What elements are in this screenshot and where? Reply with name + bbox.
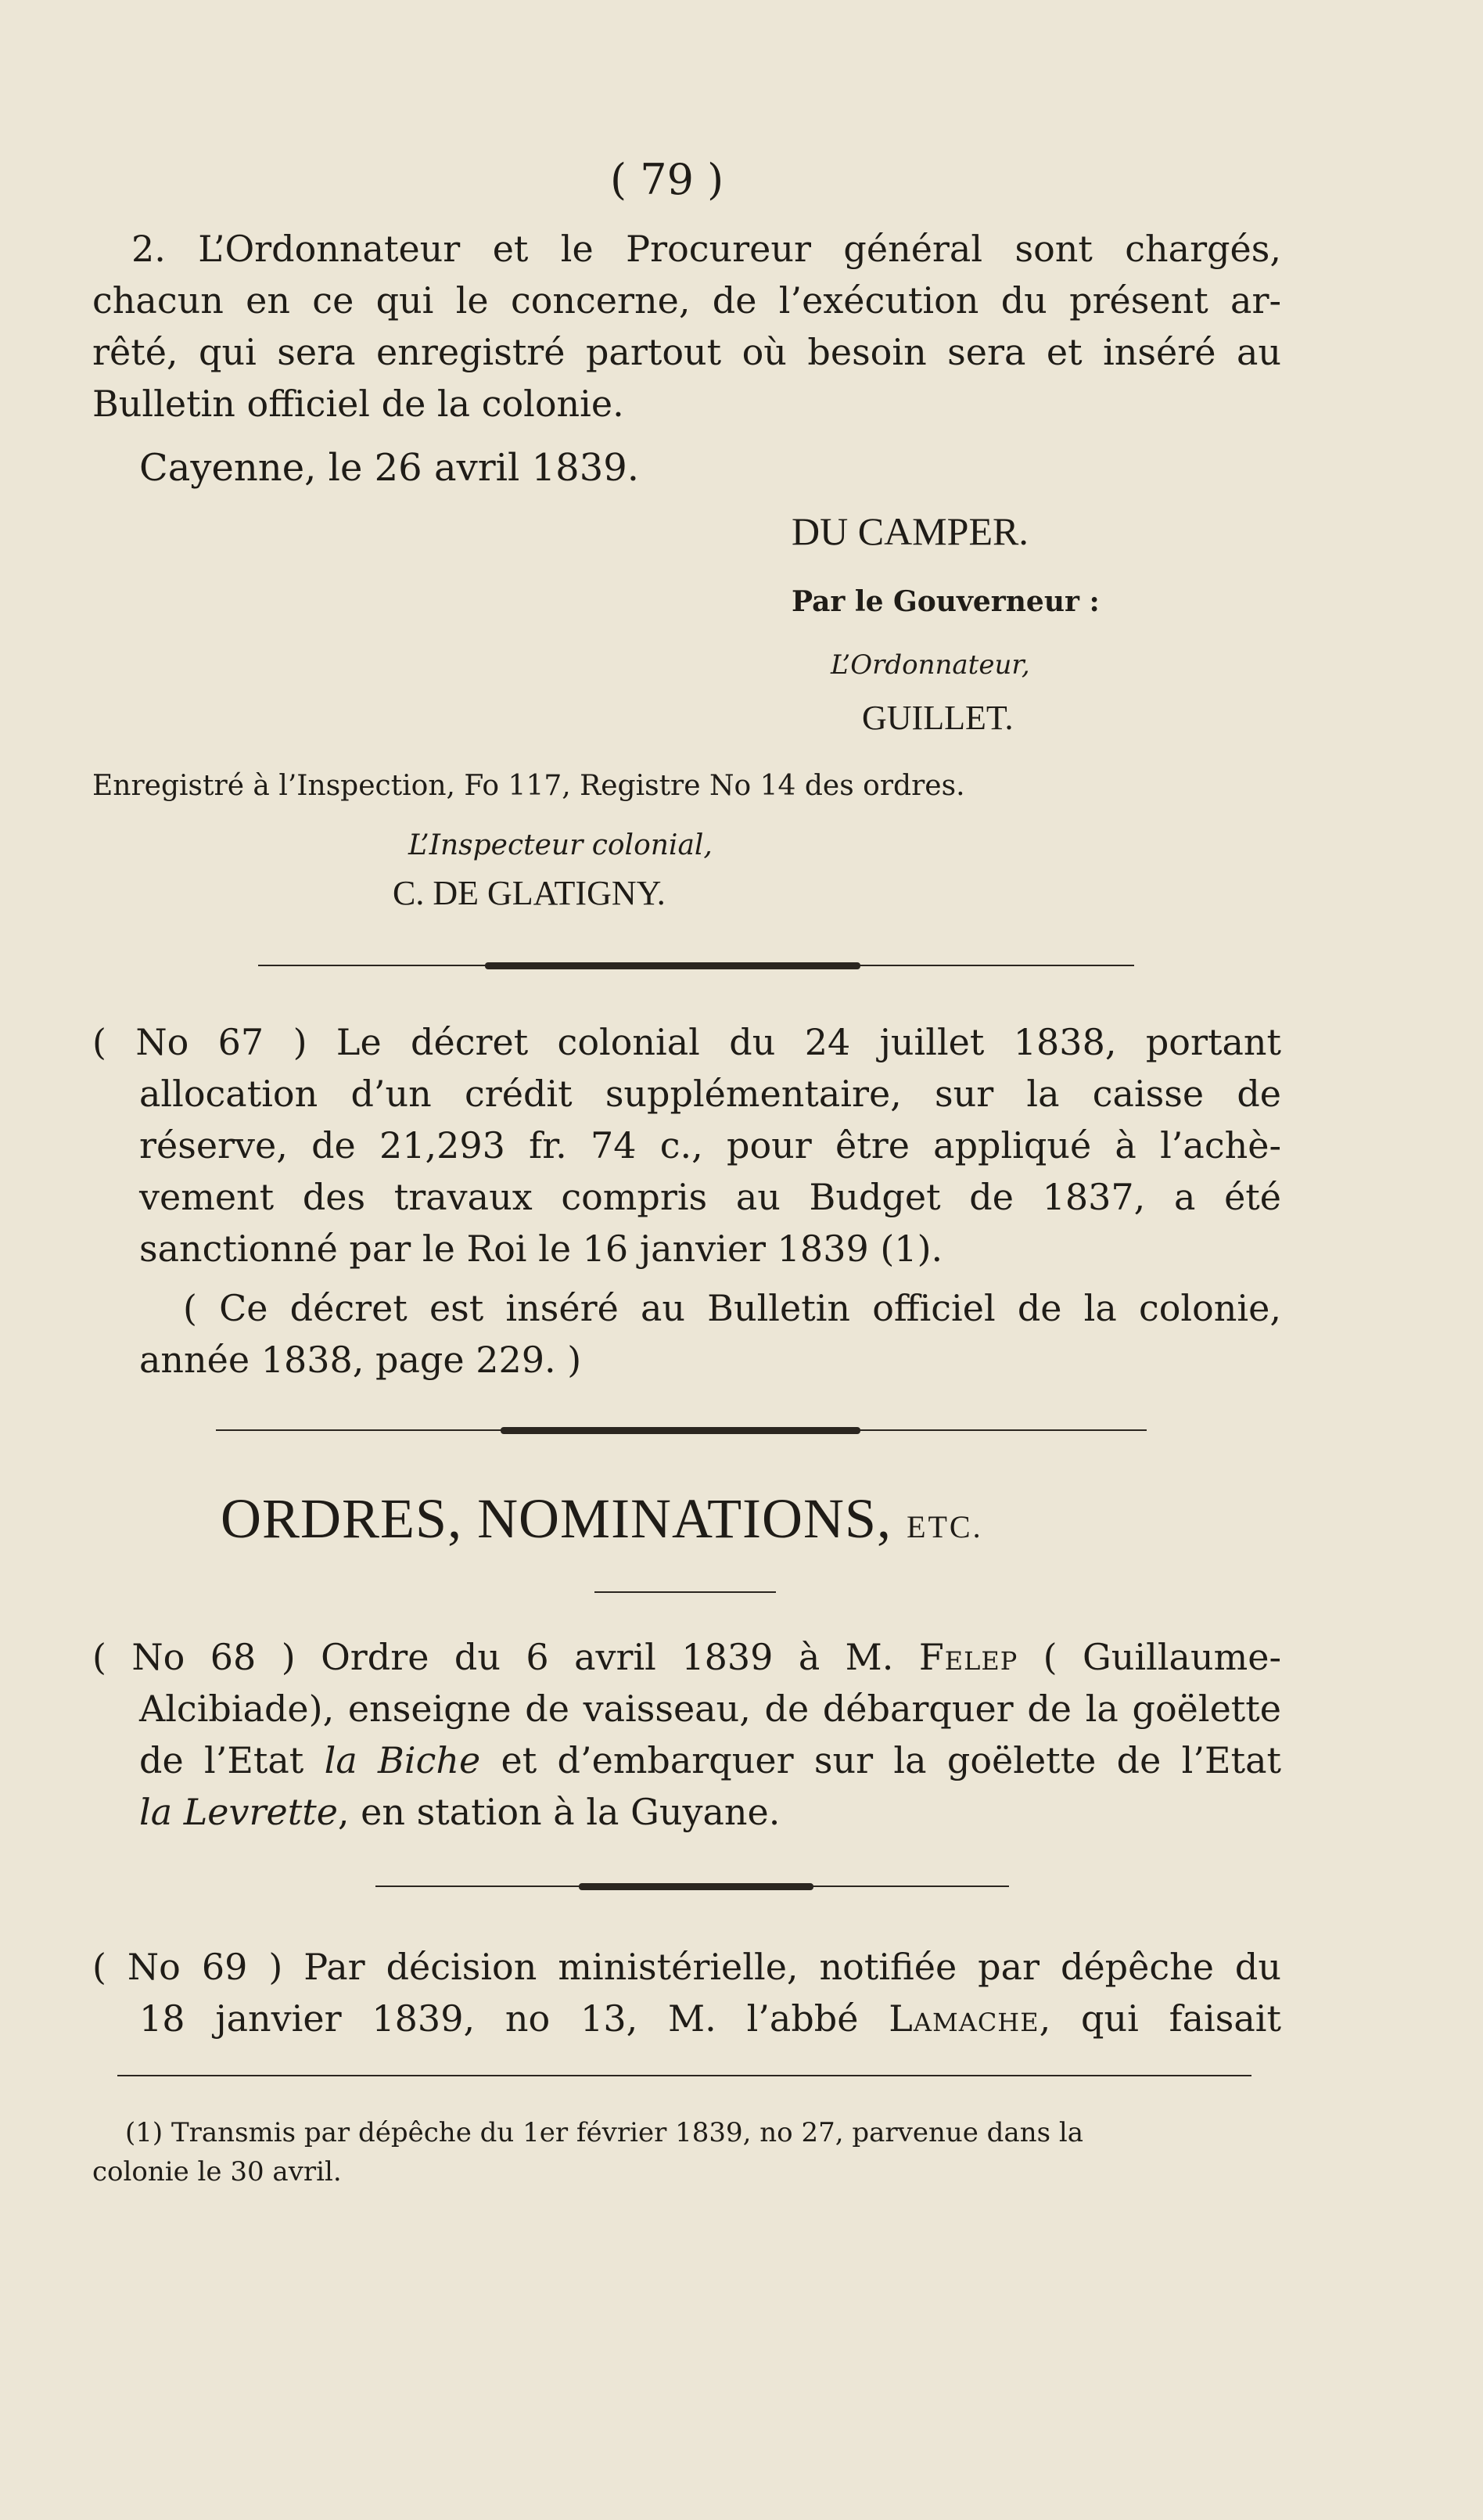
n69-line-2 <box>139 1993 1281 2044</box>
section-heading <box>221 1486 983 1551</box>
n68-line-2: Alcibiade), enseigne de vaisseau, de débarquer de la goëlette <box>139 1688 1281 1730</box>
enregistrement-line: Enregistré à l’Inspection, Fo 117, Registre No 14 des ordres. <box>92 770 965 802</box>
art2-line-2: chacun en ce qui le concerne, de l’exécution du présent ar- <box>92 279 1281 322</box>
signature-ordonnateur-title: L’Ordonnateur, <box>831 649 1030 681</box>
signature-par-le-gouverneur: Par le Gouverneur : <box>792 585 1100 618</box>
n67-line-5: sanctionné par le Roi le 16 janvier 1839 (1). <box>139 1228 943 1270</box>
footnote-line-1: (1) Transmis par dépêche du 1er février 1839, no 27, parvenue dans la <box>125 2117 1083 2148</box>
signature-inspecteur-name: C. DE GLATIGNY. <box>393 874 666 912</box>
n69-line-1: ( No 69 ) Par décision ministérielle, notifiée par dépêche du <box>92 1946 1281 1988</box>
n67-note-line-2: année 1838, page 229. ) <box>139 1339 582 1381</box>
section-heading-etc: ETC. <box>907 1509 983 1544</box>
n69-line-2-text: 18 janvier 1839, no 13, M. l’abbé <box>139 1997 889 2040</box>
n69-line-2-tail: , qui faisait <box>1039 1997 1282 2040</box>
n67-line-1: ( No 67 ) Le décret colonial du 24 juillet 1838, portant <box>92 1021 1281 1063</box>
n67-note-line-1: ( Ce décret est inséré au Bulletin officiel de la colonie, <box>183 1287 1281 1329</box>
heading-underline <box>594 1591 776 1593</box>
signature-governor: DU CAMPER. <box>792 509 1029 553</box>
n68-line-1-tail: ( Guillaume- <box>1018 1636 1281 1678</box>
n68-line-3-tail: et d’embarquer sur la goëlette de l’Etat <box>480 1739 1281 1781</box>
separator-rule-center <box>579 1883 813 1890</box>
n67-line-2: allocation d’un crédit supplémentaire, sur la caisse de <box>139 1073 1281 1115</box>
n69-person-name: Lamache <box>889 1997 1040 2040</box>
art2-line-4: Bulletin officiel de la colonie. <box>92 383 624 425</box>
art2-date: Cayenne, le 26 avril 1839. <box>139 446 640 490</box>
n67-line-3: réserve, de 21,293 fr. 74 c., pour être appliqué à l’achè- <box>139 1124 1281 1167</box>
separator-rule-center <box>485 962 860 969</box>
n68-line-3-text: de l’Etat <box>139 1739 325 1781</box>
signature-inspecteur-title: L’Inspecteur colonial, <box>408 829 713 861</box>
n68-ship-name-2: la Levrette <box>139 1791 338 1833</box>
signature-ordonnateur-name: GUILLET. <box>862 699 1014 737</box>
n68-line-1-text: ( No 68 ) Ordre du 6 avril 1839 à M. <box>92 1636 919 1678</box>
section-heading-main: ORDRES, NOMINATIONS, <box>221 1487 892 1550</box>
n68-line-3 <box>139 1735 1281 1785</box>
n68-ship-name: la Biche <box>324 1739 481 1781</box>
page-number: ( 79 ) <box>610 155 724 204</box>
n68-line-4 <box>139 1787 780 1837</box>
separator-rule-center <box>501 1427 860 1434</box>
n68-line-1 <box>92 1632 1281 1682</box>
footnote-line-2: colonie le 30 avril. <box>92 2156 342 2187</box>
n68-line-4-tail: , en station à la Guyane. <box>337 1791 781 1833</box>
art2-line-1: 2. L’Ordonnateur et le Procureur général sont chargés, <box>131 228 1281 270</box>
footnote-rule <box>117 2075 1251 2076</box>
art2-line-3: rêté, qui sera enregistré partout où besoin sera et inséré au <box>92 331 1281 373</box>
n68-person-name: Felep <box>918 1636 1018 1678</box>
n67-line-4: vement des travaux compris au Budget de 1837, a été <box>139 1176 1281 1218</box>
